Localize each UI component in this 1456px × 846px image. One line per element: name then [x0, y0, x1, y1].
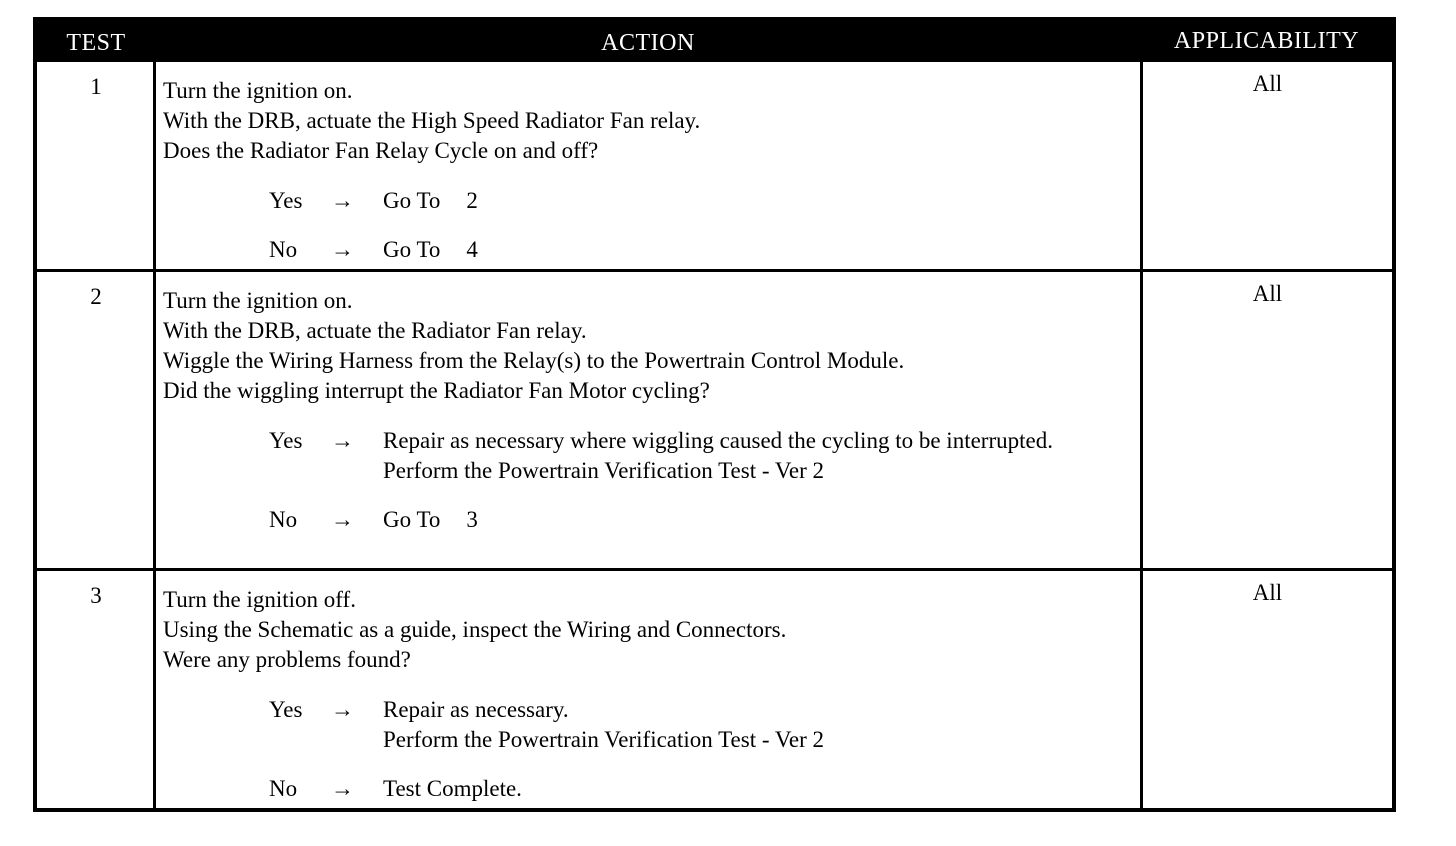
response-line: Perform the Powertrain Verification Test - Ver 2 — [383, 458, 825, 483]
response-key: No — [269, 237, 298, 262]
action-step: Does the Radiator Fan Relay Cycle on and off? — [163, 138, 599, 163]
test-number: 1 — [90, 74, 102, 99]
goto-test-number: 3 — [466, 507, 478, 532]
response-no — [163, 774, 1133, 804]
action-cell — [163, 76, 1133, 265]
applicability-value: All — [1252, 580, 1283, 605]
arrow-icon: → — [331, 507, 354, 532]
response-line: Repair as necessary where wiggling caused the cycling to be interrupted. — [383, 428, 1053, 453]
table-header — [37, 21, 1392, 62]
action-step: With the DRB, actuate the Radiator Fan relay. — [163, 318, 587, 343]
action-step: Wiggle the Wiring Harness from the Relay(s) to the Powertrain Control Module. — [163, 348, 905, 373]
response-key: No — [269, 776, 298, 801]
action-step: Turn the ignition on. — [163, 78, 353, 103]
arrow-icon: → — [331, 188, 354, 213]
arrow-icon: → — [331, 776, 354, 801]
header-action: ACTION — [601, 30, 695, 56]
header-test: TEST — [66, 30, 126, 56]
table-row-test-2 — [37, 272, 1392, 568]
response-yes — [163, 695, 1133, 755]
response-text — [383, 426, 1133, 486]
arrow-icon: → — [331, 237, 354, 262]
action-step: Were any problems found? — [163, 647, 411, 672]
response-text — [383, 235, 1133, 265]
action-step: Turn the ignition off. — [163, 587, 356, 612]
action-step: With the DRB, actuate the High Speed Radiator Fan relay. — [163, 108, 701, 133]
action-step: Turn the ignition on. — [163, 288, 353, 313]
test-number: 3 — [90, 583, 102, 608]
response-yes — [163, 186, 1133, 216]
response-yes — [163, 426, 1133, 486]
goto-test-number: 2 — [466, 188, 478, 213]
response-line: Test Complete. — [383, 776, 522, 801]
table-row-test-3 — [37, 571, 1392, 812]
response-no — [163, 505, 1133, 535]
response-text — [383, 774, 1133, 804]
goto-label: Go To — [383, 507, 441, 532]
goto-test-number: 4 — [466, 237, 478, 262]
response-key: Yes — [269, 428, 303, 453]
response-key: No — [269, 507, 298, 532]
response-no — [163, 235, 1133, 265]
action-cell — [163, 585, 1133, 804]
goto-label: Go To — [383, 188, 441, 213]
response-text — [383, 695, 1133, 755]
response-key: Yes — [269, 188, 303, 213]
response-text — [383, 186, 1133, 216]
applicability-value: All — [1252, 71, 1283, 96]
response-line: Perform the Powertrain Verification Test - Ver 2 — [383, 727, 825, 752]
response-key: Yes — [269, 697, 303, 722]
arrow-icon: → — [331, 428, 354, 453]
arrow-icon: → — [331, 697, 354, 722]
applicability-value: All — [1252, 281, 1283, 306]
action-cell — [163, 286, 1133, 535]
response-line: Repair as necessary. — [383, 697, 569, 722]
diagnostic-test-table — [33, 17, 1396, 812]
header-applicability: APPLICABILITY — [1173, 28, 1360, 54]
action-step: Did the wiggling interrupt the Radiator Fan Motor cycling? — [163, 378, 710, 403]
table-row-test-1 — [37, 62, 1392, 269]
goto-label: Go To — [383, 237, 441, 262]
response-text — [383, 505, 1133, 535]
action-step: Using the Schematic as a guide, inspect the Wiring and Connectors. — [163, 617, 787, 642]
test-number: 2 — [90, 284, 102, 309]
